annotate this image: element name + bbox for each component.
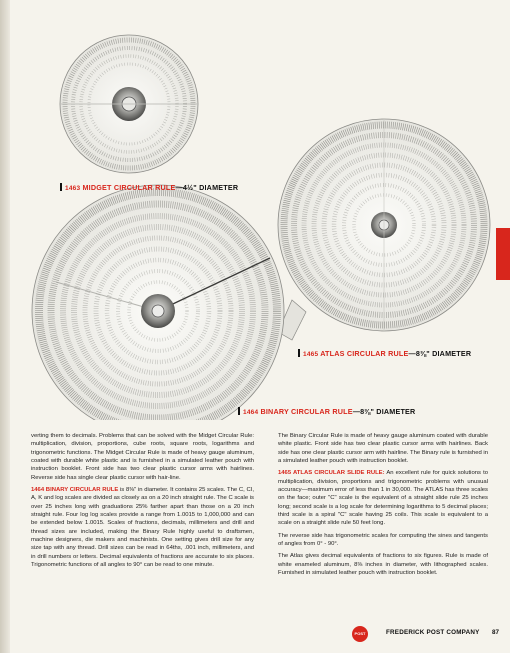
caption-binary — [238, 407, 415, 416]
caption-marker — [298, 349, 300, 357]
atlas-circular-rule-image — [278, 119, 490, 331]
paragraph — [31, 486, 254, 569]
caption-name: ATLAS CIRCULAR RULE — [320, 349, 409, 358]
paragraph: verting them to decimals. Problems that can be solved with the Midget Circular Rule: multiplication, division, proportions, cube roots, square roots, logarithms and trigonometric functions. The Midget Circular Rule is made of heavy gauge aluminum, coated with durable white plastic and is furnished in a simulated leather pouch with instruction booklet. Front side has two clear plastic cursor arms with hairlines. Reverse side has single clear plastic cursor with hair-line. — [31, 433, 254, 481]
binary-circular-rule-image — [32, 185, 306, 420]
post-logo — [352, 626, 368, 642]
caption-marker — [60, 183, 62, 191]
paragraph: The Atlas gives decimal equivalents of fractions to six figures. Rule is made of white enameled aluminum, 8⅜ inches in diameter, with lithographed scales. Furnished in simulated leather pouch with instruction booklet. — [278, 553, 488, 577]
paragraph — [278, 469, 488, 527]
right-text-column — [278, 432, 488, 582]
caption-size: —4½" DIAMETER — [175, 183, 239, 192]
caption-atlas — [298, 349, 471, 358]
paragraph-body: is 8⅜" in diameter. It contains 25 scales. The C, CI, A, K and log scales are divided as closely as on a 20 inch straight rule. The C scale is over 25 inches long with graduations 25% farther apart than those on a 20 inch straight rule. Four log log scales provide a range from 1.0015 to 1,000,000 and can be extended below 1.0015. Scales of fractions, decimals, millimeters and drill and thread sizes are included, making the Binary Rule highly useful to draftsmen, machine designers, die makers and machinists. One setting gives drill size for any size tap with any thread. Drill sizes can be read in 64ths, .001 inch, millimeters, and in drill numbers or letters. Decimal equivalents of fractions are accurate to six places. Trigonometric functions of all angles to 90° can be read to one minute. — [31, 487, 254, 569]
caption-number: 1465 — [303, 351, 319, 358]
caption-size: —8⅜" DIAMETER — [408, 349, 472, 358]
midget-circular-rule-image — [60, 35, 198, 173]
caption-marker — [238, 407, 240, 415]
caption-name: MIDGET CIRCULAR RULE — [82, 183, 176, 192]
caption-number: 1464 — [243, 409, 259, 416]
paragraph: The reverse side has trigonometric scales for computing the sines and tangents of angles from 0° - 90°. — [278, 532, 488, 548]
page-number: 87 — [492, 629, 500, 636]
paragraph-heading: 1465 ATLAS CIRCULAR SLIDE RULE: — [278, 470, 385, 477]
caption-size: —8⅜" DIAMETER — [352, 407, 416, 416]
company-name: FREDERICK POST COMPANY — [386, 629, 480, 636]
logo-text: POST — [354, 631, 366, 636]
caption-midget — [60, 183, 238, 192]
paragraph-heading: 1464 BINARY CIRCULAR RULE — [31, 487, 119, 494]
paragraph-body: An excellent rule for quick solutions to multiplication, division, proportions and trigonometric problems with unusual accuracy—maximum error of less than 1 in 30,000. The ATLAS has three scales on the face; outer "C" scale is the equivalent of a straight slide rule 25 inches long; second scale is a log scale for determining logarithms to 5 decimal places; third scale is a spiral "C" scale having 25 coils. This scale is equivalent to a scale on a straight slide rule 50 feet long. — [278, 470, 488, 527]
left-text-column — [31, 432, 254, 574]
caption-name: BINARY CIRCULAR RULE — [260, 407, 353, 416]
paragraph: The Binary Circular Rule is made of heavy gauge aluminum coated with durable white plastic. Front side has two clear plastic cursor arms with hairlines. Back side has one clear plastic cursor arm with hairline. The Binary rule is furnished in a simulated leather pouch with instruction booklet. — [278, 433, 488, 465]
caption-number: 1463 — [65, 185, 81, 192]
